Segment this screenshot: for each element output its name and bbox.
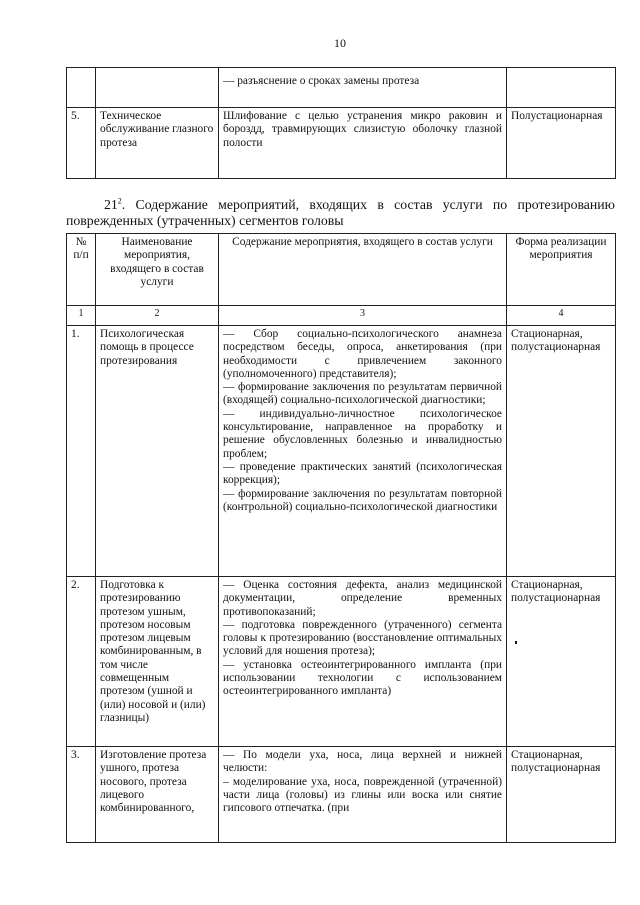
service-name-cell [96,68,219,108]
section-number: 21 [104,197,118,212]
table-row [67,577,616,747]
service-name-cell: Техническое обслуживание глазного протеза [96,108,219,179]
form-cell: Полустационарная [507,108,616,179]
form-cell: Стационарная, полустационарная [507,326,616,577]
section-title [66,197,615,229]
column-number: 1 [67,306,96,326]
header-form: Форма реализации мероприятия [507,234,616,306]
content-item: — Сбор социально-психологического анамнеза посредством беседы, опроса, анкетирования (при необходимости с привлечением законного (уполномоченного) представителя); [223,328,502,380]
row-number-cell: 2. [67,577,96,747]
page-number: 10 [334,36,346,50]
content-cell [219,747,507,843]
header-name: Наименование мероприятия, входящего в состав услуги [96,234,219,306]
table-row [67,108,616,179]
section-title-text: . Содержание мероприятий, входящих в состав услуги по протезированию поврежденных (утраченных) сегментов головы [66,197,615,228]
table-row [67,68,616,108]
content-item: — установка остеоинтегрированного импланта (при использовании технологии с использованием остеоинтегрированного импланта) [223,658,502,698]
column-number: 2 [96,306,219,326]
column-number-row [67,306,616,326]
content-cell [219,326,507,577]
top-table [66,67,616,179]
content-item: – моделирование уха, носа, поврежденной (утраченной) части лица (головы) из глины или воска или снятие гипсового отпечатка. (при [223,775,502,815]
column-number: 4 [507,306,616,326]
form-cell: Стационарная, полустационарная [507,747,616,843]
row-number-cell [67,68,96,108]
service-name-cell: Психологическая помощь в процессе протезирования [96,326,219,577]
table-row [67,747,616,843]
content-item: — формирование заключения по результатам повторной (контрольной) социально-психологической диагностики [223,487,502,513]
content-item: — По модели уха, носа, лица верхней и нижней челюсти: [223,749,502,775]
service-name-cell: Изготовление протеза ушного, протеза носового, протеза лицевого комбинированного, [96,747,219,843]
content-item: — подготовка поврежденного (утраченного) сегмента головы к протезированию (восстановление оптимальных условий для ношения протеза); [223,618,502,658]
content-cell: — разъяснение о сроках замены протеза [219,68,507,108]
services-table [66,233,616,843]
header-content: Содержание мероприятия, входящего в состав услуги [219,234,507,306]
header-row [67,234,616,306]
row-number-cell: 5. [67,108,96,179]
row-number-cell: 1. [67,326,96,577]
header-number: № п/п [67,234,96,306]
content-cell [219,577,507,747]
content-cell: Шлифование с целью устранения микро раковин и бороздд, травмирующих слизистую оболочку глазной полости [219,108,507,179]
content-item: — индивидуально-личностное психологическое консультирование, направленное на проработку и решение обусловленных болезнью и инвалидностью проблем; [223,407,502,460]
column-number: 3 [219,306,507,326]
table-row [67,326,616,577]
row-number-cell: 3. [67,747,96,843]
section-number-superscript: 2 [117,196,122,206]
content-item: — формирование заключения по результатам первичной (входящей) социально-психологической диагностики; [223,381,502,407]
content-item: — Оценка состояния дефекта, анализ медицинской документации, определение временных противопоказаний; [223,579,502,618]
service-name-cell: Подготовка к протезированию протезом ушным, протезом носовым протезом лицевым комбинированным, в том числе совмещенным протезом (ушной и (или) носовой и (или) глазницы) [96,577,219,747]
content-item: — проведение практических занятий (психологическая коррекция); [223,460,502,487]
scan-speck [515,641,517,644]
form-cell [507,68,616,108]
form-cell: Стационарная, полустационарная [507,577,616,747]
